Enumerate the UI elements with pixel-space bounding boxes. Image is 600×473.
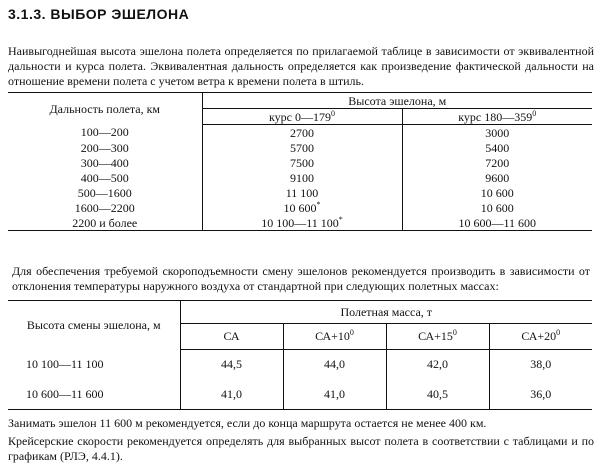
temp-col-header: СА [180,324,283,349]
course-1-header: курс $0—179^0$ [202,109,402,125]
table-row: 400—500 9100 9600 [8,170,592,185]
table-row: 10 600—11 600 41,0 41,0 40,5 36,0 [8,379,592,410]
course-2-header: курс $180—359^0$ [402,109,592,125]
height-header: Высота смены эшелона, м [8,301,180,350]
table-row: 300—400 7500 7200 [8,155,592,170]
asterisk-mark: * [316,199,321,209]
table-row: 200—300 5700 5400 [8,140,592,155]
temp-col-header: $СА+10^0$ [283,324,386,349]
distance-header: Дальность полета, км [8,93,202,125]
temp-col-header: $СА+15^0$ [386,324,489,349]
climb-mass-table [8,300,592,410]
table-row: 2200 и более 10 100—11 100* 10 600—11 600 [8,215,592,231]
flight-level-header: Высота эшелона, м [202,93,592,109]
table-row: 1600—2200 10 600* 10 600 [8,200,592,215]
temp-col-header: $СА+20^0$ [489,324,592,349]
intro-paragraph: Наивыгоднейшая высота эшелона полета определяется по прилагаемой таблице в зависимости от эквивалентной дальности и курса полета. Эквивалентная дальность определяется как произведение фактической дальности на отношение времени полета с учетом ветра к времени полета в штиль. [8,44,594,88]
asterisk-mark: * [338,214,343,224]
mass-header: Полетная масса, т [180,301,592,324]
flight-level-table [8,92,592,231]
note-2: Крейсерские скорости рекомендуется определять для выбранных высот полета в соответствии с таблицами и по графикам (РЛЭ, 4.4.1). [8,434,594,463]
table-row: 100—200 2700 3000 [8,125,592,141]
table-row: 10 100—11 100 44,5 44,0 42,0 38,0 [8,349,592,379]
note-1: Занимать эшелон 11 600 м рекомендуется, если до конца маршрута остается не менее 400 км. [8,416,487,430]
table-row: 500—1600 11 100 10 600 [8,185,592,200]
section-title: 3.1.3. ВЫБОР ЭШЕЛОНА [8,6,190,22]
climb-paragraph: Для обеспечения требуемой скороподъемности смену эшелонов рекомендуется производить в зависимости от отклонения температуры наружного воздуха от стандартной при следующих полетных массах: [12,264,590,293]
